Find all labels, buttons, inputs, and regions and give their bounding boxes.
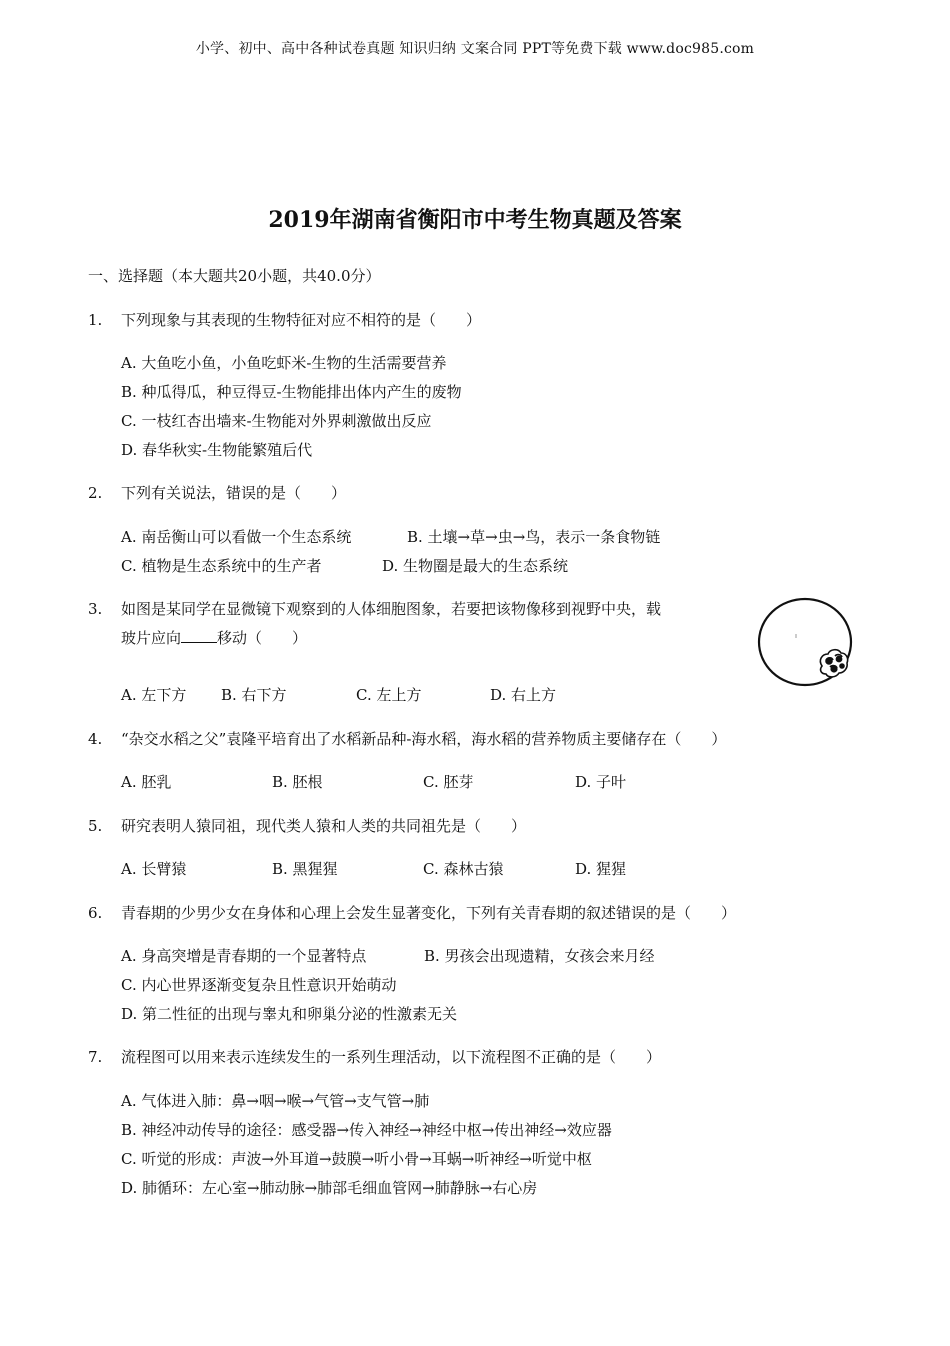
option: A. 气体进入肺：鼻→咽→喉→气管→支气管→肺 [121, 1092, 430, 1110]
option: B. 种瓜得瓜，种豆得豆-生物能排出体内产生的废物 [121, 383, 462, 401]
option: A. 身高突增是青春期的一个显著特点 [121, 947, 367, 965]
option: A. 左下方 [121, 686, 187, 704]
option: A. 大鱼吃小鱼，小鱼吃虾米-生物的生活需要营养 [121, 354, 447, 372]
option: A. 南岳衡山可以看做一个生态系统 [121, 528, 352, 546]
option: C. 胚芽 [423, 773, 474, 791]
option: C. 一枝红杏出墙来-生物能对外界刺激做出反应 [121, 412, 432, 430]
option: B. 右下方 [221, 686, 287, 704]
question-stem: 如图是某同学在显微镜下观察到的人体细胞图象，若要把该物像移到视野中央，载 [121, 600, 662, 618]
question-5 [88, 815, 526, 836]
question-number: 2. [88, 484, 103, 502]
option: D. 子叶 [575, 773, 627, 791]
question-stem: 流程图可以用来表示连续发生的一系列生理活动，以下流程图不正确的是（ ） [121, 1048, 662, 1066]
option: D. 第二性征的出现与睾丸和卵巢分泌的性激素无关 [121, 1005, 458, 1023]
option: B. 男孩会出现遗精，女孩会来月经 [424, 947, 655, 965]
question-6 [88, 902, 736, 923]
option: B. 土壤→草→虫→鸟，表示一条食物链 [407, 528, 661, 546]
question-number: 5. [88, 817, 103, 835]
page-title: 2019年湖南省衡阳市中考生物真题及答案 [268, 207, 682, 233]
option: B. 神经冲动传导的途径：感受器→传入神经→神经中枢→传出神经→效应器 [121, 1121, 612, 1139]
option: B. 黑猩猩 [272, 860, 338, 878]
option: A. 长臂猿 [121, 860, 187, 878]
option: C. 内心世界逐渐变复杂且性意识开始萌动 [121, 976, 397, 994]
question-number: 6. [88, 904, 103, 922]
option: C. 植物是生态系统中的生产者 [121, 557, 322, 575]
cell-cluster [820, 650, 847, 677]
question-4 [88, 728, 726, 749]
question-3 [88, 598, 661, 619]
question-7 [88, 1046, 661, 1067]
option: D. 猩猩 [575, 860, 627, 878]
question-stem: “杂交水稻之父”袁隆平培育出了水稻新品种-海水稻，海水稻的营养物质主要储存在（ ） [121, 730, 727, 748]
question-number: 3. [88, 600, 103, 618]
question-1 [88, 309, 481, 330]
question-stem: 青春期的少男少女在身体和心理上会发生显著变化，下列有关青春期的叙述错误的是（ ） [121, 904, 737, 922]
page-header: 小学、初中、高中各种试卷真题 知识归纳 文案合同 PPT等免费下载 www.doc985.com [195, 41, 755, 57]
option: D. 生物圈是最大的生态系统 [382, 557, 569, 575]
section-heading: 一、选择题（本大题共20小题，共40.0分） [88, 267, 381, 285]
question-stem: 研究表明人猿同祖，现代类人猿和人类的共同祖先是（ ） [121, 817, 527, 835]
microscope-field-figure [756, 596, 854, 688]
option: C. 听觉的形成：声波→外耳道→鼓膜→听小骨→耳蜗→听神经→听觉中枢 [121, 1150, 592, 1168]
answer-blank [181, 630, 217, 643]
question-stem: 下列有关说法，错误的是（ ） [121, 484, 347, 502]
question-2 [88, 482, 346, 503]
option: D. 春华秋实-生物能繁殖后代 [121, 441, 313, 459]
question-stem-continued: 玻片应向 移动（ ） [121, 629, 308, 647]
question-stem: 下列现象与其表现的生物特征对应不相符的是（ ） [121, 311, 482, 329]
option: D. 右上方 [490, 686, 557, 704]
option: C. 森林古猿 [423, 860, 504, 878]
question-number: 4. [88, 730, 103, 748]
question-number: 1. [88, 311, 103, 329]
option: D. 肺循环：左心室→肺动脉→肺部毛细血管网→肺静脉→右心房 [121, 1179, 538, 1197]
option: C. 左上方 [356, 686, 422, 704]
option: B. 胚根 [272, 773, 323, 791]
option: A. 胚乳 [121, 773, 172, 791]
question-number: 7. [88, 1048, 103, 1066]
